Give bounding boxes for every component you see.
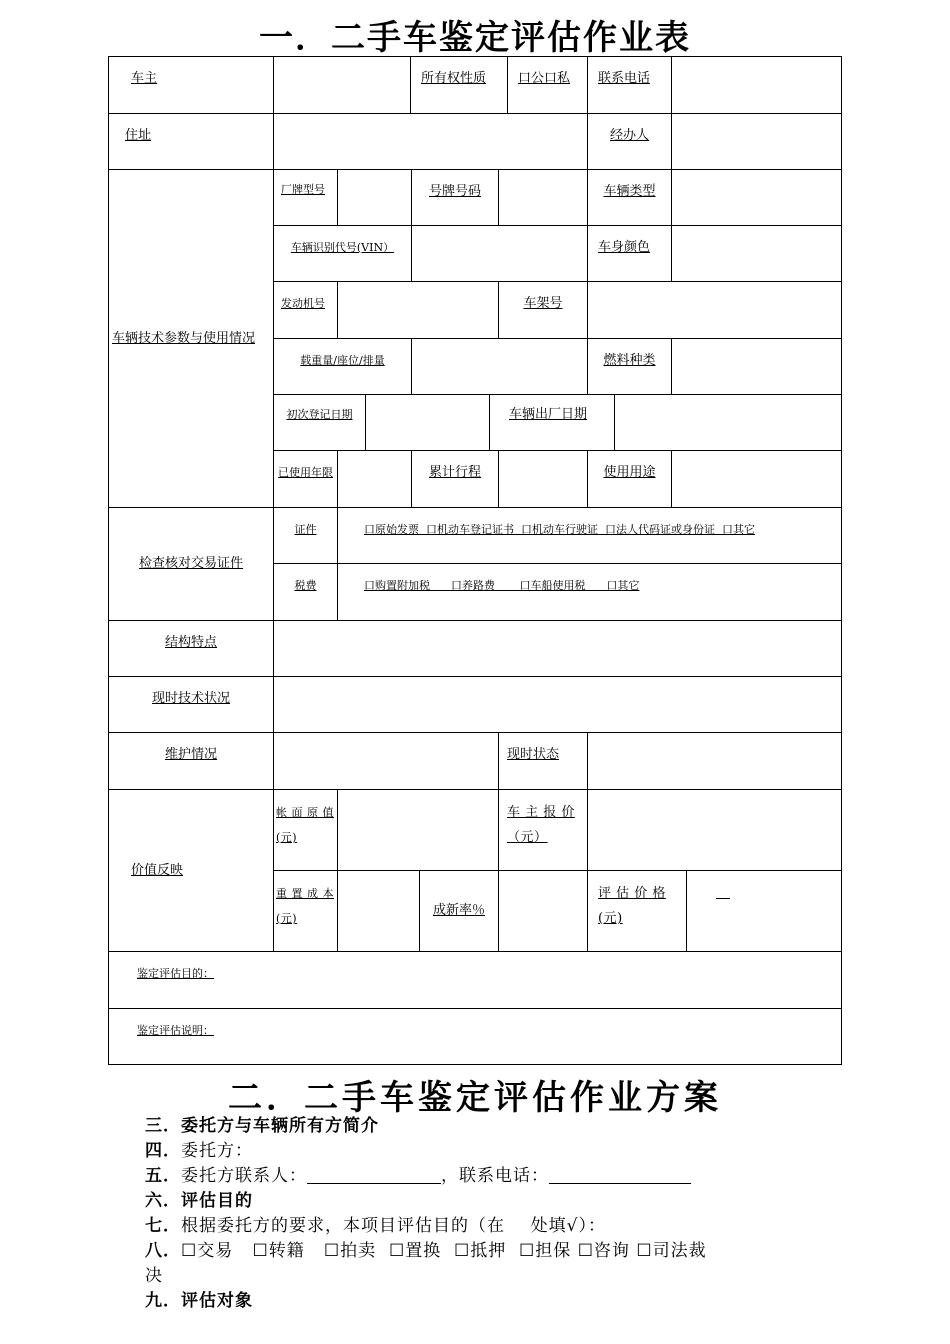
plan-line-5 [145, 1164, 845, 1189]
plan-line-8 [145, 1239, 845, 1264]
plate-no-label-cell [411, 169, 499, 226]
address-label: 住址 [125, 128, 152, 143]
purpose-cell[interactable] [108, 951, 842, 1009]
plan-text-7: 根据委托方的要求，本项目评估目的（在 处填√）： [181, 1216, 606, 1236]
plan-text-4: 委托方： [181, 1141, 253, 1161]
tech-section-cell [108, 169, 274, 508]
page-title: 一．二手车鉴定评估作业表 [259, 18, 691, 58]
owner-price-value[interactable] [587, 789, 842, 871]
mileage-value[interactable] [498, 450, 588, 508]
purpose-checkboxes[interactable]: ☐交易 ☐转籍 ☐拍卖 ☐置换 ☐抵押 ☐担保 ☐咨询 ☐司法裁 [181, 1241, 707, 1261]
docs-section-cell [108, 507, 274, 621]
engine-no-value[interactable] [337, 281, 499, 339]
load-seat-value[interactable] [411, 338, 588, 395]
first-reg-date-label-cell [273, 394, 366, 451]
ownership-options: 口公口私 [518, 71, 571, 86]
plan-line-6 [145, 1189, 845, 1214]
usage-value[interactable] [671, 450, 842, 508]
address-label-cell [108, 113, 274, 170]
frame-no-label: 车架号 [523, 296, 563, 311]
taxes-label-cell [273, 563, 338, 621]
body-color-label-cell [587, 225, 672, 282]
plan-line-8-cont [145, 1264, 845, 1289]
years-used-value[interactable] [337, 450, 412, 508]
vin-label: 车辆识别代号(VIN） [290, 241, 395, 254]
structure-value[interactable] [273, 620, 842, 677]
certs-options: 口原始发票 口机动车登记证书 口机动车行驶证 口法人代码证或身份证 口其它 [364, 523, 755, 536]
taxes-label: 税费 [294, 579, 317, 592]
contact-phone-blank[interactable] [549, 1165, 691, 1184]
fuel-type-label: 燃料种类 [603, 353, 656, 368]
plan-text-3: 委托方与车辆所有方简介 [181, 1116, 379, 1136]
brand-model-label: 厂牌型号 [281, 183, 325, 196]
plan-num-7: 七． [145, 1216, 181, 1236]
tech-status-label-cell [108, 676, 274, 733]
dash-mark [716, 898, 730, 899]
plan-num-6: 六． [145, 1191, 181, 1211]
address-value[interactable] [273, 113, 588, 170]
maintenance-label: 维护情况 [164, 747, 217, 762]
book-value-label: 帐 面 原 值 (元) [276, 806, 334, 844]
owner-value[interactable] [273, 56, 411, 114]
plan-line-4 [145, 1139, 845, 1164]
years-used-label-cell [273, 450, 338, 508]
notes-label: 鉴定评估说明： [137, 1024, 214, 1037]
certs-label: 证件 [294, 523, 317, 536]
factory-date-label: 车辆出厂日期 [509, 407, 588, 422]
plan-line-3 [145, 1114, 845, 1139]
owner-price-label-cell [498, 789, 588, 871]
factory-date-label-cell [489, 394, 615, 451]
first-reg-date-value[interactable] [365, 394, 490, 451]
structure-label-cell [108, 620, 274, 677]
vehicle-type-value[interactable] [671, 169, 842, 226]
plan-text-9: 评估对象 [181, 1291, 253, 1311]
ownership-label: 所有权性质 [421, 71, 487, 86]
contact-phone-value[interactable] [671, 56, 842, 114]
plan-num-3: 三． [145, 1116, 181, 1136]
brand-model-label-cell [273, 169, 338, 226]
current-state-label: 现时状态 [507, 747, 560, 762]
fuel-type-value[interactable] [671, 338, 842, 395]
handler-value[interactable] [671, 113, 842, 170]
current-state-value[interactable] [587, 732, 842, 790]
factory-date-value[interactable] [614, 394, 842, 451]
plan-line-9 [145, 1289, 845, 1314]
value-section-label: 价值反映 [131, 862, 184, 878]
replacement-cost-label: 重 置 成 本 (元) [276, 887, 334, 925]
taxes-options-cell[interactable] [337, 563, 842, 621]
contact-phone-label-cell [587, 56, 672, 114]
ownership-label-cell [410, 56, 508, 114]
appraised-price-label: 评 估 价 格 (元) [598, 886, 666, 926]
current-state-label-cell [498, 732, 588, 790]
mileage-label-cell [411, 450, 499, 508]
newness-rate-label-cell [419, 870, 499, 952]
tech-status-value[interactable] [273, 676, 842, 733]
taxes-options: 口购置附加税 口养路费 口车船使用税 口其它 [364, 579, 640, 592]
contact-person-blank[interactable] [307, 1165, 441, 1184]
brand-model-value[interactable] [337, 169, 412, 226]
appraised-price-value[interactable] [686, 870, 842, 952]
load-seat-label: 载重量/座位/排量 [300, 354, 385, 367]
plan-section [145, 1114, 845, 1314]
vin-label-cell [273, 225, 412, 282]
frame-no-value[interactable] [587, 281, 842, 339]
engine-no-label: 发动机号 [281, 297, 325, 310]
frame-no-label-cell [498, 281, 588, 339]
years-used-label: 已使用年限 [278, 466, 333, 479]
plate-no-label: 号牌号码 [428, 184, 481, 199]
handler-label: 经办人 [609, 128, 649, 143]
replacement-cost-value[interactable] [337, 870, 420, 952]
tech-status-label: 现时技术状况 [151, 691, 230, 706]
vin-value[interactable] [411, 225, 588, 282]
plan-text-8-cont: 决 [145, 1266, 163, 1286]
contact-phone-label: 联系电话 [598, 71, 651, 86]
engine-no-label-cell [273, 281, 338, 339]
ownership-options-cell[interactable] [507, 56, 588, 114]
newness-rate-value[interactable] [498, 870, 588, 952]
first-reg-date-label: 初次登记日期 [286, 408, 353, 421]
maintenance-label-cell [108, 732, 274, 790]
value-section-cell [108, 789, 274, 952]
book-value-label-cell [273, 789, 338, 871]
owner-label-cell [108, 56, 274, 114]
usage-label-cell [587, 450, 672, 508]
book-value-value[interactable] [337, 789, 499, 871]
body-color-value[interactable] [671, 225, 842, 282]
newness-rate-label: 成新率％ [432, 903, 485, 918]
owner-price-label: 车 主 报 价 （元） [507, 805, 575, 845]
vehicle-type-label: 车辆类型 [603, 184, 656, 199]
owner-label: 车主 [131, 71, 158, 86]
plan-num-5: 五． [145, 1166, 181, 1186]
certs-options-cell[interactable] [337, 507, 842, 564]
structure-label: 结构特点 [164, 635, 217, 650]
plan-num-4: 四． [145, 1141, 181, 1161]
certs-label-cell [273, 507, 338, 564]
usage-label: 使用用途 [603, 465, 656, 480]
load-seat-label-cell [273, 338, 412, 395]
vehicle-type-label-cell [587, 169, 672, 226]
maintenance-value[interactable] [273, 732, 499, 790]
notes-cell[interactable] [108, 1008, 842, 1065]
plan-line-7 [145, 1214, 845, 1239]
body-color-label: 车身颜色 [598, 240, 651, 255]
purpose-label: 鉴定评估目的： [137, 967, 214, 980]
plan-text-5a: 委托方联系人： [181, 1166, 307, 1186]
docs-section-label: 检查核对交易证件 [138, 556, 243, 571]
handler-label-cell [587, 113, 672, 170]
appraised-price-label-cell [587, 870, 687, 952]
section-title-2: 二．二手车鉴定评估作业方案 [228, 1078, 722, 1118]
replacement-cost-label-cell [273, 870, 338, 952]
mileage-label: 累计行程 [428, 465, 481, 480]
fuel-type-label-cell [587, 338, 672, 395]
plan-text-6: 评估目的 [181, 1191, 253, 1211]
plan-num-8: 八． [145, 1241, 181, 1261]
plan-num-9: 九． [145, 1291, 181, 1311]
plate-no-value[interactable] [498, 169, 588, 226]
plan-text-5b: ，联系电话： [441, 1166, 549, 1186]
tech-section-label: 车辆技术参数与使用情况 [112, 330, 256, 346]
